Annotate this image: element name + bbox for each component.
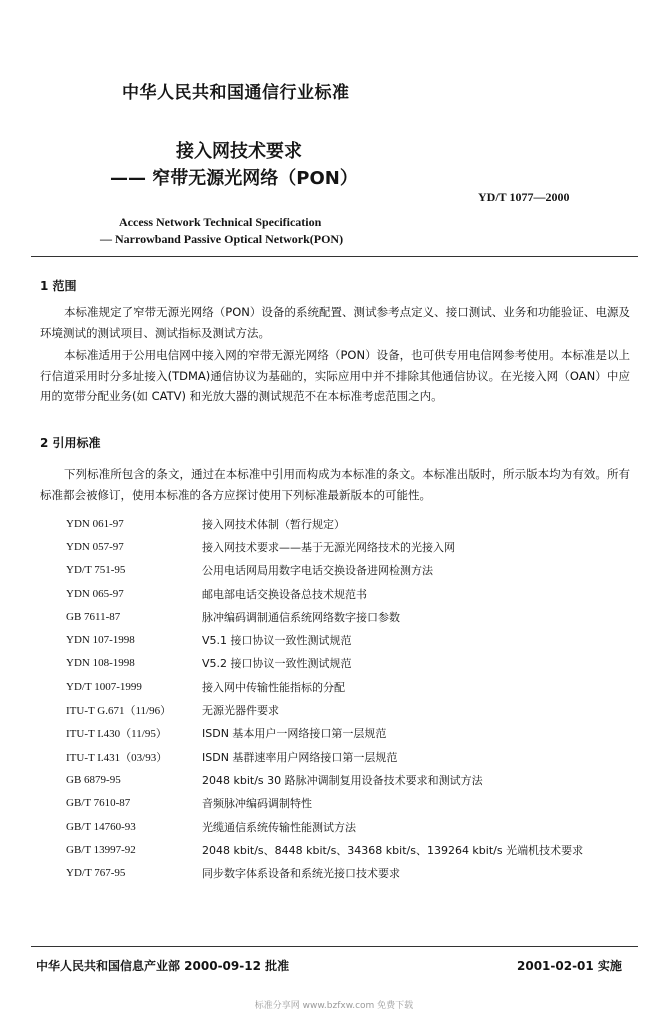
section-1-heading: 1 范围 <box>40 279 77 293</box>
reference-code: GB/T 13997-92 <box>66 843 136 856</box>
section-2-intro: 下列标准所包含的条文，通过在本标准中引用而构成为本标准的条文。本标准出版时，所示版本均为有效。所有标准都会被修订，使用本标准的各方应探讨使用下列标准最新版本的可能性。 <box>40 467 630 502</box>
reference-title: V5.2 接口协议一致性测试规范 <box>202 657 352 671</box>
reference-list <box>66 512 626 885</box>
reference-row <box>66 792 626 815</box>
reference-row <box>66 768 626 791</box>
reference-row <box>66 861 626 884</box>
reference-row <box>66 745 626 768</box>
reference-title: 同步数字体系设备和系统光接口技术要求 <box>202 867 400 881</box>
reference-code: YDN 065-97 <box>66 587 124 600</box>
reference-title: 脉冲编码调制通信系统网络数字接口参数 <box>202 610 400 624</box>
reference-title: ISDN 基本用户一网络接口第一层规范 <box>202 727 387 741</box>
header-divider <box>31 256 638 257</box>
reference-row <box>66 582 626 605</box>
reference-row <box>66 698 626 721</box>
reference-row <box>66 838 626 861</box>
reference-title: 邮电部电话交换设备总技术规范书 <box>202 587 367 601</box>
reference-row <box>66 722 626 745</box>
section-1-paragraph-1: 本标准规定了窄带无源光网络（PON）设备的系统配置、测试参考点定义、接口测试、业务和功能验证、电源及环境测试的测试项目、测试指标及测试方法。 <box>40 305 630 340</box>
reference-code: YD/T 767-95 <box>66 867 126 880</box>
section-1-paragraph-2: 本标准适用于公用电信网中接入网的窄带无源光网络（PON）设备，也可供专用电信网参考使用。本标准是以上行信道采用时分多址接入(TDMA)通信协议为基础的，实际应用中并不排除其他通信协议。在光接入网（OAN）中应用的宽带分配业务(如 CATV) 和光放大器的测试规范不在本标准考虑范围之内。 <box>40 348 630 403</box>
document-title: 接入网技术要求 <box>176 141 302 162</box>
english-title: Access Network Technical Specification <box>119 215 322 229</box>
reference-title: V5.1 接口协议一致性测试规范 <box>202 634 352 648</box>
reference-title: 2048 kbit/s、8448 kbit/s、34368 kbit/s、139264 kbit/s 光端机技术要求 <box>202 843 584 857</box>
reference-code: YD/T 1007-1999 <box>66 680 142 693</box>
reference-title: 2048 kbit/s 30 路脉冲调制复用设备技术要求和测试方法 <box>202 773 483 787</box>
reference-code: GB 7611-87 <box>66 610 121 623</box>
reference-row <box>66 559 626 582</box>
reference-title: ISDN 基群速率用户网络接口第一层规范 <box>202 750 398 764</box>
document-subtitle: —— 窄带无源光网络（PON） <box>110 168 358 189</box>
reference-code: YDN 061-97 <box>66 517 124 530</box>
reference-row <box>66 675 626 698</box>
reference-code: GB 6879-95 <box>66 773 121 786</box>
reference-code: ITU-T I.431（03/93） <box>66 751 168 764</box>
reference-code: YD/T 751-95 <box>66 564 126 577</box>
reference-title: 接入网技术体制（暂行规定） <box>202 517 345 531</box>
watermark-text: 标准分享网 www.bzfxw.com 免费下载 <box>254 1001 414 1011</box>
reference-code: GB/T 7610-87 <box>66 797 131 810</box>
section-2-heading: 2 引用标准 <box>40 436 101 450</box>
standard-category: 中华人民共和国通信行业标准 <box>122 83 350 103</box>
reference-row <box>66 535 626 558</box>
approval-statement: 中华人民共和国信息产业部 2000-09-12 批准 <box>36 959 290 973</box>
standard-code: YD/T 1077—2000 <box>478 190 570 204</box>
footer-divider <box>31 946 638 947</box>
reference-title: 音频脉冲编码调制特性 <box>202 797 312 811</box>
reference-code: ITU-T I.430（11/95） <box>66 728 167 741</box>
reference-row <box>66 652 626 675</box>
reference-title: 公用电话网局用数字电话交换设备进网检测方法 <box>202 564 433 578</box>
reference-code: YDN 108-1998 <box>66 657 135 670</box>
reference-title: 接入网技术要求——基于无源光网络技术的光接入网 <box>202 540 455 554</box>
reference-row <box>66 815 626 838</box>
reference-code: YDN 057-97 <box>66 540 124 553</box>
reference-title: 接入网中传输性能指标的分配 <box>202 680 345 694</box>
reference-title: 光缆通信系统传输性能测试方法 <box>202 820 356 834</box>
reference-code: GB/T 14760-93 <box>66 820 136 833</box>
reference-row <box>66 628 626 651</box>
effective-date: 2001-02-01 实施 <box>517 959 622 973</box>
english-subtitle: — Narrowband Passive Optical Network(PON) <box>100 232 344 246</box>
reference-title: 无源光器件要求 <box>202 704 279 718</box>
reference-row <box>66 512 626 535</box>
reference-code: ITU-T G.671（11/96） <box>66 705 172 718</box>
reference-code: YDN 107-1998 <box>66 634 135 647</box>
reference-row <box>66 605 626 628</box>
